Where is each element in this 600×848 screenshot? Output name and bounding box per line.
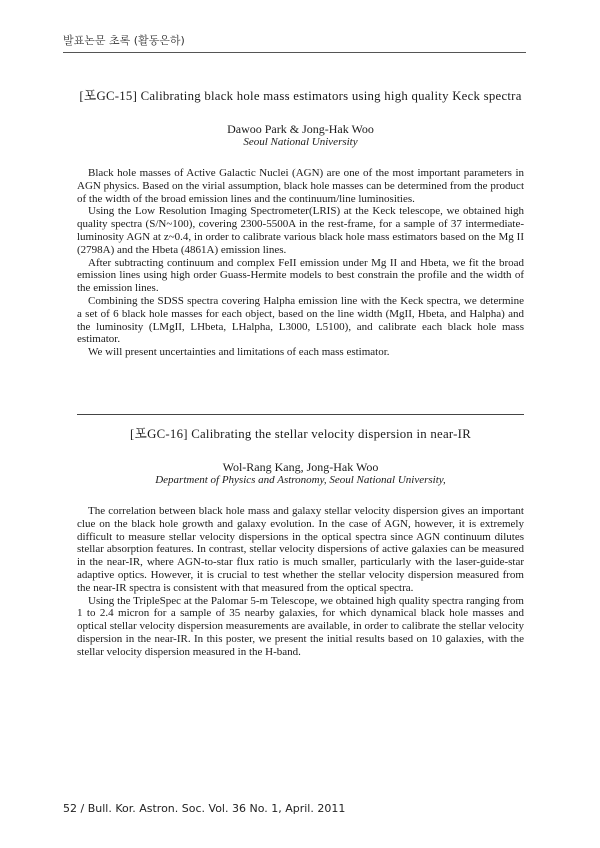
abstract-title-text: Calibrating the stellar velocity dispersion in near-IR xyxy=(191,427,471,441)
abstract-code: [포GC-15] xyxy=(79,89,138,103)
abstract-title xyxy=(77,88,524,104)
paragraph: After subtracting continuum and complex FeII emission under Mg II and Hbeta, we fit the broad emission lines using high order Guass-Hermite models to best constrain the profile and the width of the emission lines. xyxy=(77,256,524,295)
section-divider xyxy=(77,414,524,415)
abstract-title xyxy=(77,426,524,442)
abstract-code: [포GC-16] xyxy=(130,427,188,441)
affiliation: Department of Physics and Astronomy, Seoul National University, xyxy=(155,474,446,486)
paragraph: We will present uncertainties and limitations of each mass estimator. xyxy=(88,346,390,359)
abstract-title-text: Calibrating black hole mass estimators using high quality Keck spectra xyxy=(140,89,522,103)
paragraph: Using the Low Resolution Imaging Spectrometer(LRIS) at the Keck telescope, we obtained high quality spectra (S/N~100), covering 2300-5500A in the rest-frame, for a sample of 37 intermediate-luminosity AGN at z~0.4, in order to calibrate various black hole mass estimators based on the Mg II (2798A) and the Hbeta (4861A) emission lines. xyxy=(77,205,524,256)
abstract-body xyxy=(77,505,524,659)
paragraph: Black hole masses of Active Galactic Nuclei (AGN) are one of the most important parameters in AGN physics. Based on the virial assumption, black hole masses can be determined from the product of the width of the broad emission lines and the continuum/line luminosities. xyxy=(77,167,524,205)
abstract-gc15 xyxy=(77,88,524,359)
authors: Dawoo Park & Jong-Hak Woo xyxy=(227,122,374,136)
paragraph: The correlation between black hole mass and galaxy stellar velocity dispersion gives an important clue on the black hole growth and galaxy evolution. In the case of AGN, however, it is extremely difficult to measure stellar velocity dispersions in the optical spectra since AGN continuum dilutes stellar absorption features. In contrast, stellar velocity dispersions of active galaxies can be measured in the near-IR, where AGN-to-star flux ratio is much smaller, particularly with the laser-guide-star adaptive optics. However, it is crucial to test whether the stellar velocity dispersion measured from the near-IR spectra is consistent with that measured from the optical spectra. xyxy=(77,505,524,594)
abstract-body xyxy=(77,167,524,359)
affiliation: Seoul National University xyxy=(243,136,358,148)
running-header: 발표논문 초록 (활동은하) xyxy=(63,32,526,53)
abstract-gc16 xyxy=(77,426,524,659)
authors: Wol-Rang Kang, Jong-Hak Woo xyxy=(222,460,379,474)
paragraph: Using the TripleSpec at the Palomar 5-m Telescope, we obtained high quality spectra ranging from 1 to 2.4 micron for a sample of 35 nearby galaxies, for which dynamical black hole masses and optical stellar velocity dispersion measurements are available, in order to calibrate the stellar velocity dispersion in the near-IR. In this poster, we present the initial results based on 10 galaxies, with the stellar velocity dispersion measured in the H-band. xyxy=(77,594,524,658)
paragraph: Combining the SDSS spectra covering Halpha emission line with the Keck spectra, we determine a set of 6 black hole masses for each object, based on the line width (MgII, Hbeta, and Halpha) and the luminosity (LMgII, LHbeta, LHalpha, L3000, L5100), and calibrate each black hole mass estimator. xyxy=(77,294,524,346)
page-footer: 52 / Bull. Kor. Astron. Soc. Vol. 36 No. 1, April. 2011 xyxy=(63,802,346,815)
